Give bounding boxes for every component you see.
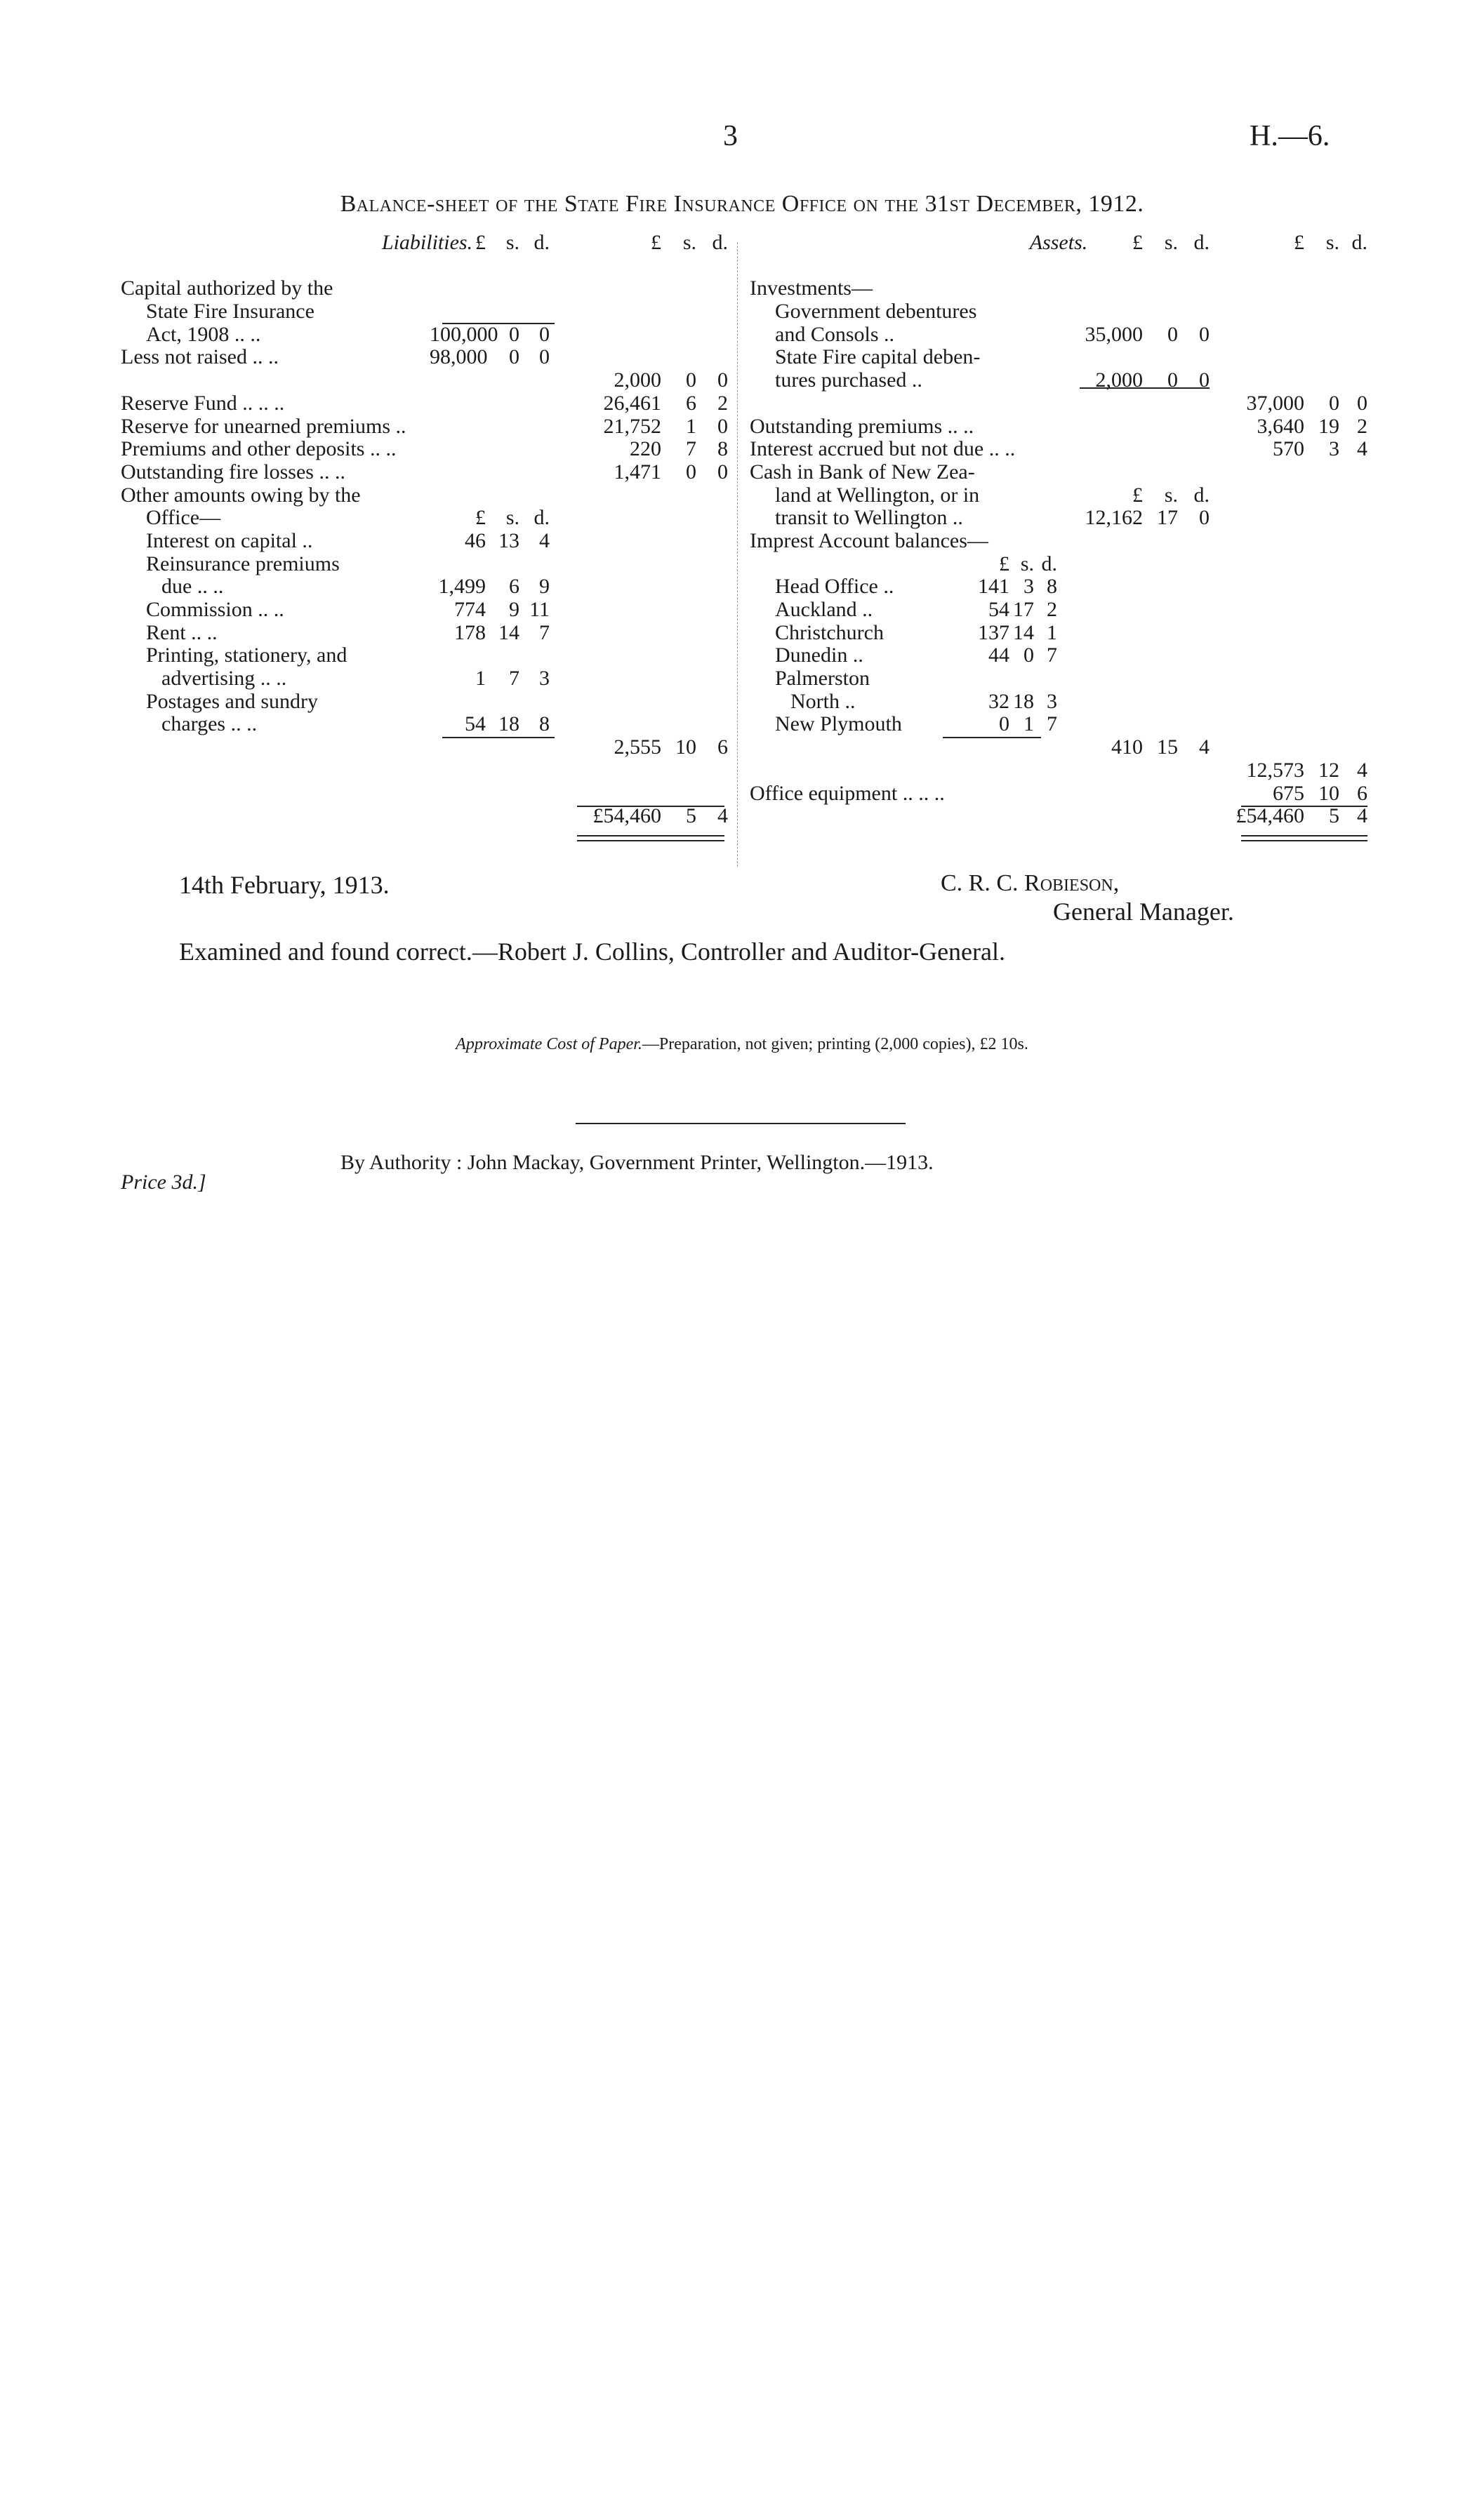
asset-amount: 10	[1318, 781, 1339, 805]
asset-amount: £54,460	[1235, 804, 1304, 828]
liability-row	[121, 461, 734, 484]
asset-amount: 18	[1013, 689, 1034, 713]
liability-label: Printing, stationery, and	[146, 644, 347, 667]
liability-row	[121, 484, 734, 507]
liability-amount: 46	[465, 528, 486, 552]
asset-row	[750, 277, 1367, 300]
liability-amount: 8	[717, 437, 728, 461]
liability-amount: 1	[686, 414, 696, 438]
asset-amount: 17	[1157, 506, 1178, 530]
asset-amount: 0	[1167, 368, 1178, 392]
asset-amount: 0	[1023, 644, 1034, 667]
asset-amount: 4	[1199, 735, 1210, 759]
liability-label: Act, 1908 .. ..	[146, 322, 261, 346]
asset-label: Outstanding premiums .. ..	[750, 414, 974, 438]
liability-label: due .. ..	[161, 575, 224, 599]
col-header-pounds: £	[1132, 231, 1143, 254]
asset-amount: 12,162	[1085, 506, 1143, 530]
liability-label: Office—	[146, 506, 221, 530]
liabilities-rows	[121, 277, 734, 828]
signer-name: C. R. C. Robieson,	[941, 870, 1120, 896]
asset-amount: 0	[1199, 506, 1210, 530]
liability-label: State Fire Insurance	[146, 300, 314, 324]
liability-amount: 54	[465, 712, 486, 736]
asset-amount: 54	[988, 598, 1009, 621]
asset-row	[750, 736, 1367, 759]
asset-amount: 0	[999, 712, 1009, 736]
asset-row	[750, 713, 1367, 736]
asset-label: tures purchased ..	[775, 368, 922, 392]
liability-amount: 0	[686, 368, 696, 392]
column-divider	[737, 242, 738, 867]
col-header-pence: d.	[1193, 231, 1210, 254]
asset-label: Dunedin ..	[775, 644, 863, 667]
assets-section	[750, 232, 1367, 828]
asset-row	[750, 369, 1367, 392]
liability-amount: 7	[539, 620, 550, 644]
col-header-shillings: s.	[1164, 231, 1178, 254]
liability-amount: 21,752	[603, 414, 661, 438]
asset-amount: d.	[1041, 552, 1057, 575]
asset-row	[750, 691, 1367, 714]
asset-label: Cash in Bank of New Zea-	[750, 460, 975, 484]
asset-label: Government debentures	[775, 300, 977, 324]
liability-row	[121, 324, 734, 347]
liability-row	[121, 507, 734, 530]
liability-row	[121, 805, 734, 828]
col-header-pounds-total: £	[1294, 231, 1304, 254]
asset-row	[750, 575, 1367, 599]
asset-amount: 675	[1273, 781, 1304, 805]
col-header-pounds-total: £	[651, 231, 661, 254]
liability-amount: 10	[675, 735, 696, 759]
asset-amount: 5	[1329, 804, 1339, 828]
liability-label: charges .. ..	[161, 712, 258, 736]
asset-amount: £	[1132, 483, 1143, 507]
liability-amount: 0	[509, 345, 519, 369]
asset-amount: 7	[1047, 712, 1057, 736]
signer-title: General Manager.	[1053, 898, 1234, 926]
liability-row	[121, 713, 734, 736]
liability-label: Interest on capital ..	[146, 528, 313, 552]
asset-amount: 8	[1047, 575, 1057, 599]
liability-label: Premiums and other deposits .. ..	[121, 437, 397, 461]
liability-amount: 0	[717, 414, 728, 438]
liability-row	[121, 691, 734, 714]
liability-amount: 6	[509, 575, 519, 599]
liability-amount: £54,460	[592, 804, 661, 828]
assets-heading: Assets.	[1029, 231, 1088, 254]
asset-row	[750, 553, 1367, 576]
asset-amount: 3	[1047, 689, 1057, 713]
asset-amount: 3	[1023, 575, 1034, 599]
document-date: 14th February, 1913.	[179, 871, 390, 899]
liability-row	[121, 392, 734, 415]
asset-amount: 2	[1357, 414, 1367, 438]
liability-amount: 6	[686, 391, 696, 415]
liability-amount: 7	[509, 667, 519, 691]
asset-amount: 0	[1199, 322, 1210, 346]
asset-row	[750, 622, 1367, 645]
liability-row	[121, 759, 734, 782]
liability-amount: 2,555	[614, 735, 661, 759]
assets-rows	[750, 277, 1367, 828]
liability-row	[121, 553, 734, 576]
liability-label: Outstanding fire losses .. ..	[121, 460, 345, 484]
grand-total-double-rule	[577, 835, 724, 841]
asset-row	[750, 805, 1367, 828]
asset-row	[750, 415, 1367, 439]
asset-amount: 137	[978, 620, 1009, 644]
page-number: 3	[723, 120, 738, 152]
asset-row	[750, 484, 1367, 507]
asset-amount: 4	[1357, 804, 1367, 828]
liability-amount: 0	[539, 322, 550, 346]
liability-amount: 6	[717, 735, 728, 759]
liability-amount: 0	[539, 345, 550, 369]
liability-amount: 18	[498, 712, 519, 736]
liability-amount: 0	[717, 368, 728, 392]
printer-authority: By Authority : John Mackay, Government Printer, Wellington.—1913.	[340, 1151, 934, 1174]
liability-amount: 11	[529, 598, 550, 621]
printer-rule	[576, 1123, 906, 1124]
asset-label: and Consols ..	[775, 322, 895, 346]
col-header-shillings: s.	[505, 231, 519, 254]
asset-amount: 3,640	[1257, 414, 1304, 438]
liability-amount: 220	[630, 437, 661, 461]
asset-amount: 0	[1167, 322, 1178, 346]
asset-row	[750, 324, 1367, 347]
liability-amount: 0	[509, 322, 519, 346]
page-title: Balance-sheet of the State Fire Insurance Office on the 31st December, 1912.	[340, 191, 1144, 217]
liability-row	[121, 667, 734, 691]
liability-row	[121, 622, 734, 645]
liability-amount: 4	[539, 528, 550, 552]
liability-label: advertising .. ..	[161, 667, 287, 691]
subtotal-rule	[1080, 387, 1210, 389]
liability-row	[121, 277, 734, 300]
asset-amount: 44	[988, 644, 1009, 667]
asset-amount: 0	[1357, 391, 1367, 415]
liability-amount: 1,499	[438, 575, 486, 599]
col-header-pence-total: d.	[712, 231, 728, 254]
grand-total-double-rule	[1241, 835, 1367, 841]
liability-amount: £	[475, 506, 486, 530]
asset-amount: s.	[1164, 483, 1178, 507]
liability-amount: 26,461	[603, 391, 661, 415]
asset-amount: 12	[1318, 758, 1339, 782]
asset-amount: 15	[1157, 735, 1178, 759]
document-reference: H.—6.	[1250, 120, 1330, 152]
liability-amount: 3	[539, 667, 550, 691]
subtotal-rule	[442, 323, 555, 324]
asset-label: New Plymouth	[775, 712, 902, 736]
liability-amount: 100,000	[430, 322, 498, 346]
liability-amount: 0	[686, 460, 696, 484]
total-rule	[1241, 806, 1367, 807]
cost-note	[0, 1035, 1484, 1054]
asset-row	[750, 507, 1367, 530]
subtotal-rule	[442, 737, 555, 738]
asset-amount: 2	[1047, 598, 1057, 621]
liability-row	[121, 415, 734, 439]
asset-label: Head Office ..	[775, 575, 894, 599]
liability-row	[121, 530, 734, 553]
asset-label: Imprest Account balances—	[750, 528, 988, 552]
audit-statement: Examined and found correct.—Robert J. Collins, Controller and Auditor-General.	[179, 938, 1005, 966]
liability-amount: 8	[539, 712, 550, 736]
col-header-shillings-total: s.	[682, 231, 696, 254]
asset-amount: 0	[1329, 391, 1339, 415]
asset-amount: 1	[1047, 620, 1057, 644]
liability-amount: 1,471	[614, 460, 661, 484]
asset-row	[750, 599, 1367, 622]
liability-label: Reserve Fund .. .. ..	[121, 391, 285, 415]
asset-label: Investments—	[750, 276, 873, 300]
asset-amount: d.	[1193, 483, 1210, 507]
total-rule	[577, 806, 724, 807]
liability-label: Commission .. ..	[146, 598, 284, 621]
asset-amount: 7	[1047, 644, 1057, 667]
liability-amount: 9	[539, 575, 550, 599]
asset-row	[750, 346, 1367, 369]
liability-row	[121, 438, 734, 461]
liability-row	[121, 369, 734, 392]
asset-label: Auckland ..	[775, 598, 873, 621]
asset-amount: 4	[1357, 758, 1367, 782]
asset-amount: 570	[1273, 437, 1304, 461]
liability-amount: 14	[498, 620, 519, 644]
liability-amount: 9	[509, 598, 519, 621]
asset-row	[750, 438, 1367, 461]
liabilities-section	[121, 232, 734, 828]
asset-amount: 32	[988, 689, 1009, 713]
liability-label: Rent .. ..	[146, 620, 218, 644]
liabilities-heading: Liabilities.	[381, 231, 473, 254]
col-header-shillings-total: s.	[1325, 231, 1339, 254]
liability-row	[121, 736, 734, 759]
asset-row	[750, 461, 1367, 484]
cost-label: Approximate Cost of Paper.	[456, 1035, 642, 1053]
asset-amount: 35,000	[1085, 322, 1143, 346]
asset-label: Palmerston	[775, 667, 870, 691]
liability-label: Reserve for unearned premiums ..	[121, 414, 406, 438]
asset-row	[750, 782, 1367, 806]
liability-amount: 774	[454, 598, 486, 621]
asset-amount: 1	[1023, 712, 1034, 736]
asset-label: transit to Wellington ..	[775, 506, 963, 530]
liability-amount: 0	[717, 460, 728, 484]
liability-label: Capital authorized by the	[121, 276, 333, 300]
liability-label: Postages and sundry	[146, 689, 318, 713]
liability-amount: 4	[717, 804, 728, 828]
asset-amount: s.	[1020, 552, 1034, 575]
asset-amount: 0	[1199, 368, 1210, 392]
asset-amount: 3	[1329, 437, 1339, 461]
asset-row	[750, 667, 1367, 691]
asset-label: land at Wellington, or in	[775, 483, 980, 507]
subtotal-rule	[943, 737, 1041, 738]
asset-amount: 2,000	[1095, 368, 1143, 392]
asset-label: State Fire capital deben-	[775, 345, 981, 369]
price-label: Price 3d.]	[121, 1171, 206, 1194]
asset-amount: 4	[1357, 437, 1367, 461]
liability-row	[121, 575, 734, 599]
liability-amount: 13	[498, 528, 519, 552]
asset-label: Christchurch	[775, 620, 884, 644]
liability-row	[121, 346, 734, 369]
liability-amount: d.	[534, 506, 550, 530]
liability-amount: 98,000	[430, 345, 488, 369]
asset-row	[750, 392, 1367, 415]
asset-row	[750, 530, 1367, 553]
liability-row	[121, 644, 734, 667]
asset-amount: 37,000	[1246, 391, 1304, 415]
liability-amount: s.	[505, 506, 519, 530]
asset-row	[750, 759, 1367, 782]
asset-amount: 17	[1013, 598, 1034, 621]
liability-amount: 7	[686, 437, 696, 461]
liability-amount: 2,000	[614, 368, 661, 392]
liability-row	[121, 782, 734, 806]
liability-amount: 178	[454, 620, 486, 644]
liability-label: Less not raised .. ..	[121, 345, 279, 369]
asset-amount: £	[999, 552, 1009, 575]
asset-label: Interest accrued but not due .. ..	[750, 437, 1016, 461]
cost-text: —Preparation, not given; printing (2,000 copies), £2 10s.	[642, 1035, 1028, 1053]
liability-amount: 5	[686, 804, 696, 828]
liability-row	[121, 300, 734, 324]
asset-label: North ..	[790, 689, 856, 713]
asset-amount: 14	[1013, 620, 1034, 644]
asset-label: Office equipment .. .. ..	[750, 781, 945, 805]
asset-row	[750, 644, 1367, 667]
liability-amount: 1	[475, 667, 486, 691]
col-header-pence-total: d.	[1351, 231, 1367, 254]
col-header-pence: d.	[534, 231, 550, 254]
asset-amount: 6	[1357, 781, 1367, 805]
col-header-pounds: £	[475, 231, 486, 254]
asset-amount: 19	[1318, 414, 1339, 438]
liability-amount: 2	[717, 391, 728, 415]
liability-label: Reinsurance premiums	[146, 552, 340, 575]
liability-label: Other amounts owing by the	[121, 483, 361, 507]
asset-amount: 141	[978, 575, 1009, 599]
asset-amount: 12,573	[1246, 758, 1304, 782]
asset-amount: 410	[1111, 735, 1143, 759]
asset-row	[750, 300, 1367, 324]
liability-row	[121, 599, 734, 622]
